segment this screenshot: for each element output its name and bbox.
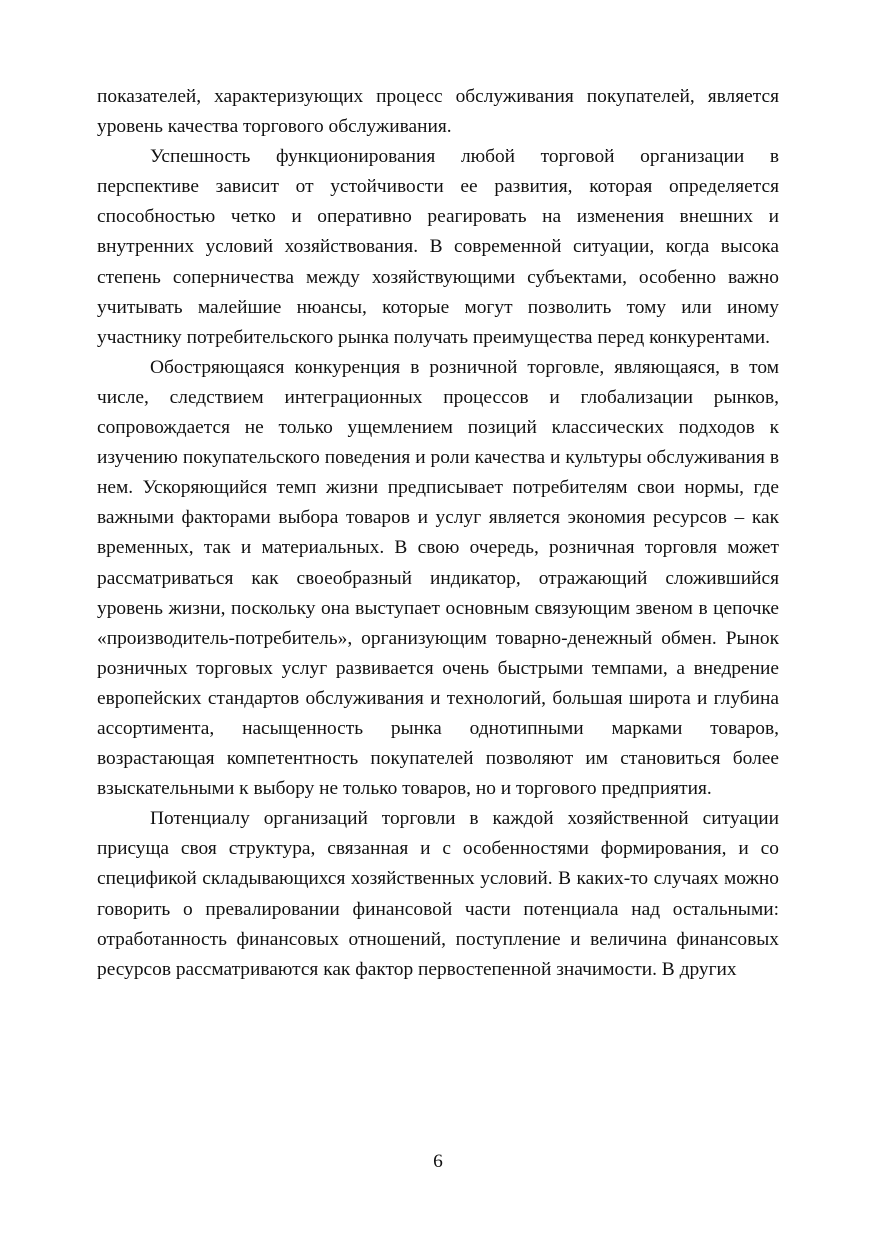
page-number: 6 bbox=[433, 1151, 443, 1172]
paragraph-continuation: показателей, характеризующих процесс обслуживания покупателей, является уровень качества торгового обслуживания. bbox=[97, 86, 779, 138]
body-text bbox=[97, 82, 779, 985]
paragraph-trade-potential: Потенциалу организаций торговли в каждой хозяйственной ситуации присуща своя структура, связанная и с особенностями формирования, и со спецификой складывающихся хозяйственных условий. В каких-то случаях можно говорить о превалировании финансовой части потенциала над остальными: отработанность финансовых отношений, поступление и величина финансовых ресурсов рассматриваются как фактор первостепенной значимости. В других bbox=[97, 808, 779, 980]
paragraph-retail-competition: Обостряющаяся конкуренция в розничной торговле, являющаяся, в том числе, следствием интеграционных процессов и глобализации рынков, сопровождается не только ущемлением позиций классических подходов к изучению покупательского поведения и роли качества и культуры обслуживания в нем. Ускоряющийся темп жизни предписывает потребителям свои нормы, где важными факторами выбора товаров и услуг является экономия ресурсов – как временных, так и материальных. В свою очередь, розничная торговля может рассматриваться как своеобразный индикатор, отражающий сложившийся уровень жизни, поскольку она выступает основным связующим звеном в цепочке «производитель-потребитель», организующим товарно-денежный обмен. Рынок розничных торговых услуг развивается очень быстрыми темпами, а внедрение европейских стандартов обслуживания и технологий, большая широта и глубина ассортимента, насыщенность рынка однотипными марками товаров, возрастающая компетентность покупателей позволяют им становиться более взыскательными к выбору не только товаров, но и торгового предприятия. bbox=[97, 356, 779, 800]
paragraph-success-of-trade-organization: Успешность функционирования любой торговой организации в перспективе зависит от устойчивости ее развития, которая определяется способностью четко и оперативно реагировать на изменения внешних и внутренних условий хозяйствования. В современной ситуации, когда высока степень соперничества между хозяйствующими субъектами, особенно важно учитывать малейшие нюансы, которые могут позволить тому или иному участнику потребительского рынка получать преимущества перед конкурентами. bbox=[97, 146, 779, 348]
